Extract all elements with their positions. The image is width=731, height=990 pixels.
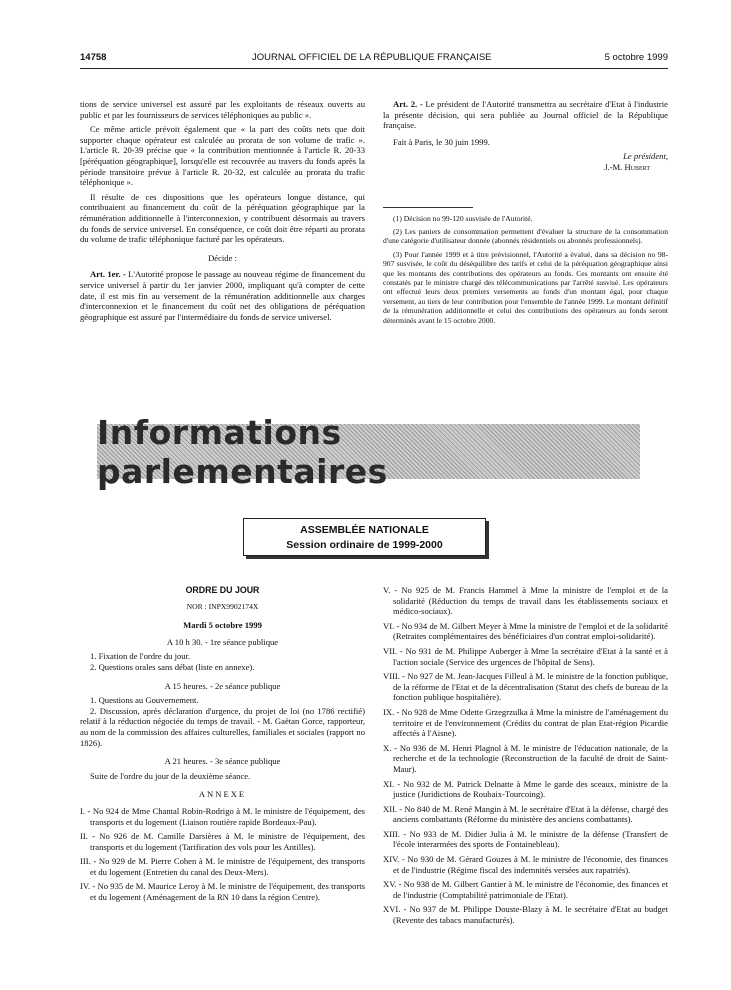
- agenda-text: Suite de l'ordre du jour de la deuxième séance.: [90, 770, 251, 781]
- section-banner: [97, 412, 640, 491]
- footnote-rule: [383, 207, 473, 208]
- journal-title: JOURNAL OFFICIEL DE LA RÉPUBLIQUE FRANÇAISE: [252, 52, 492, 63]
- session-heading: A 10 h 30. - 1re séance publique: [166, 636, 279, 647]
- agenda-day: Mardi 5 octobre 1999: [183, 620, 262, 631]
- article-text: L'Autorité propose le passage au nouveau régime de financement du service universel à partir du 1er janvier 2000, impliquant qu'à compter de cette date, il est mis fin au versement de la rémunération additionnelle aux charges d'interconnexion et le financement du coût net des obligations de péréquation géographique est assuré par l'intermédiaire du fonds de service universel.: [80, 269, 365, 322]
- header-rule: [80, 68, 668, 69]
- paragraph: Il résulte de ces dispositions que les opérateurs longue distance, qui contribuaient au financement du coût de la péréquation géographique par la rémunération additionnelle à l'interconnexion, y contribuent désormais au travers du fonds de service universel. En conséquence, ce coût doit être réparti au prorata du volume de trafic téléphonique facturé par les opérateurs.: [80, 191, 365, 245]
- footnote: (3) Pour l'année 1999 et à titre prévisionnel, l'Autorité a évalué, dans sa décision no 98-907 susvisée, le coût du déséquilibre des tarifs et celui de la péréquation géographique ainsi que les montants des contributions des opérateurs au fonds. Ces montants ont ensuite été constatés par le ministre chargé des télécommunications par l'arrêté susvisé. Les opérateurs ont effectué leurs deux premiers versements au fonds d'un montant égal, pour chaque versement, au tiers de leur contribution pour l'ensemble de l'année 1999. Le montant définitif de la rémunération additionnelle et celui des contributions des opérateurs au fonds seront déterminés avant le 15 octobre 2000.: [383, 249, 668, 325]
- annexe-item: XVI. - No 937 de M. Philippe Douste-Blazy à M. le secrétaire d'Etat au budget (Revente des tabacs manufacturés).: [383, 904, 668, 926]
- agenda-item: 2. Questions orales sans débat (liste en annexe).: [90, 661, 255, 672]
- annexe-item: IX. - No 928 de Mme Odette Grzegrzulka à Mme la ministre de l'aménagement du territoire et de l'environnement (Crédits du contrat de plan Etat-région Picardie affectés à l'Aisne).: [383, 706, 668, 739]
- page-number: 14758: [80, 52, 107, 63]
- session-name: Session ordinaire de 1999-2000: [286, 539, 443, 551]
- issue-date: 5 octobre 1999: [604, 52, 668, 63]
- article-2: [383, 99, 668, 131]
- article-label: Art. 2. -: [393, 99, 423, 109]
- footnote: (1) Décision no 99-120 susvisée de l'Autorité.: [393, 213, 533, 223]
- assembly-box: [243, 518, 486, 556]
- annexe-item: XV. - No 938 de M. Gilbert Gantier à M. le ministre de l'économie, des finances et de l'industrie (Comptabilité patrimoniale de l'Etat).: [383, 879, 668, 900]
- annexe-item: XI. - No 932 de M. Patrick Delnatte à Mme le garde des sceaux, ministre de la justice (Juridictions de Roubaix-Tourcoing).: [383, 778, 668, 800]
- article-1: [80, 269, 365, 322]
- annexe-item: VIII. - No 927 de M. Jean-Jacques Filleul à M. le ministre de la fonction publique, de la réforme de l'Etat et de la décentralisation (Statut des chefs de bureau de la fonction publique hospitalière).: [383, 671, 668, 703]
- footnote: (2) Les paniers de consommation permettent d'évaluer la structure de la consommation d'une catégorie d'utilisateur donnée (abonnés résidentiels ou abonnés professionnels).: [383, 226, 668, 246]
- page-header: [80, 52, 668, 66]
- paragraph: Ce même article prévoit également que « la part des coûts nets que doit supporter chaque opérateur est calculée au prorata de son volume de trafic ». L'article R. 20-39 précise que « la contribution mentionnée à l'article R. 20-33 [péréquation géographique], lorsqu'elle est recouvrée au travers du fonds après la période transitoire prévue à l'article R. 20-32, est calculée au prorata du trafic téléphonique ».: [80, 124, 365, 188]
- bottom-right-column: [383, 585, 668, 930]
- decide-heading: Décide :: [208, 252, 237, 263]
- annexe-item: V. - No 925 de M. Francis Hammel à Mme la ministre de l'emploi et de la solidarité (Réduction du temps de travail dans les établissements sociaux et médico-sociaux).: [383, 585, 668, 617]
- paragraph: tions de service universel est assuré par les exploitants de réseaux ouverts au public et par les fournisseurs de services téléphoniques au public ».: [80, 99, 365, 120]
- annexe-item: XIV. - No 930 de M. Gérard Gouzes à M. le ministre de l'économie, des finances et de l'industrie (Régime fiscal des indemnités versées aux rapatriés).: [383, 854, 668, 875]
- annexe-item: VII. - No 931 de M. Philippe Auberger à Mme la secrétaire d'Etat à la santé et à l'action sociale (Service des urgences de l'hôpital de Sens).: [383, 645, 668, 667]
- annexe-item: VI. - No 934 de M. Gilbert Meyer à Mme la ministre de l'emploi et de la solidarité (Retraites complémentaires des bénéficiaires d'un contrat emploi-solidarité).: [383, 620, 668, 642]
- annexe-title: ANNEXE: [198, 789, 247, 800]
- annexe-item: II. - No 926 de M. Camille Darsières à M. le ministre de l'équipement, des transports et du logement (Tarification des vols pour les Antilles).: [80, 831, 365, 852]
- article-text: Le président de l'Autorité transmettra au secrétaire d'Etat à l'industrie la présente décision, qui sera publiée au Journal officiel de la République française.: [383, 99, 668, 131]
- agenda-item: 2. Discussion, après déclaration d'urgence, du projet de loi (no 1786 rectifié) relatif à la réduction négociée du temps de travail. - M. Gaëtan Gorce, rapporteur, au nom de la commission des affaires culturelles, familiales et sociales (rapport no 1826).: [80, 705, 365, 748]
- top-left-column: [80, 99, 365, 326]
- place-date: Fait à Paris, le 30 juin 1999.: [393, 136, 490, 147]
- annexe-item: III. - No 929 de M. Pierre Cohen à M. le ministre de l'équipement, des transports et du logement (Entretien du canal des Deux-Mers).: [80, 856, 365, 877]
- annexe-item: XII. - No 840 de M. René Mangin à M. le secrétaire d'Etat à la défense, chargé des anciens combattants (Réforme du ministère des anciens combattants).: [383, 803, 668, 825]
- nor-reference: NOR : INPX9902174X: [186, 601, 259, 611]
- assembly-name: ASSEMBLÉE NATIONALE: [300, 524, 429, 536]
- session-heading: A 21 heures. - 3e séance publique: [164, 756, 281, 767]
- agenda-title: ORDRE DU JOUR: [185, 585, 260, 595]
- top-right-column: [383, 99, 668, 329]
- session-heading: A 15 heures. - 2e séance publique: [164, 680, 281, 691]
- agenda-item: 1. Fixation de l'ordre du jour.: [90, 651, 191, 662]
- signature-title: Le président,: [623, 151, 668, 162]
- annexe-item: I. - No 924 de Mme Chantal Robin-Rodrigo à M. le ministre de l'équipement, des transports et du logement (Liaison routière rapide Bordeaux-Pau).: [80, 805, 365, 827]
- signature-name: J.-M. Hubert: [604, 161, 650, 172]
- annexe-item: IV. - No 935 de M. Maurice Leroy à M. le ministre de l'équipement, des transports et du logement (Aménagement de la RN 10 dans la région Centre).: [80, 881, 365, 903]
- article-label: Art. 1er. -: [90, 269, 126, 280]
- annexe-item: X. - No 936 de M. Henri Plagnol à M. le ministre de l'éducation nationale, de la recherche et de la technologie (Reconstruction de la faculté de droit de Saint-Maur).: [383, 742, 668, 774]
- banner-title: Informations parlementaires: [97, 412, 388, 491]
- bottom-left-column: [80, 585, 365, 907]
- agenda-item: 1. Questions au Gouvernement.: [90, 695, 199, 706]
- annexe-item: XIII. - No 933 de M. Didier Julia à M. le ministre de la défense (Transfert de l'école interarmées des sports de Fontainebleau).: [383, 828, 668, 850]
